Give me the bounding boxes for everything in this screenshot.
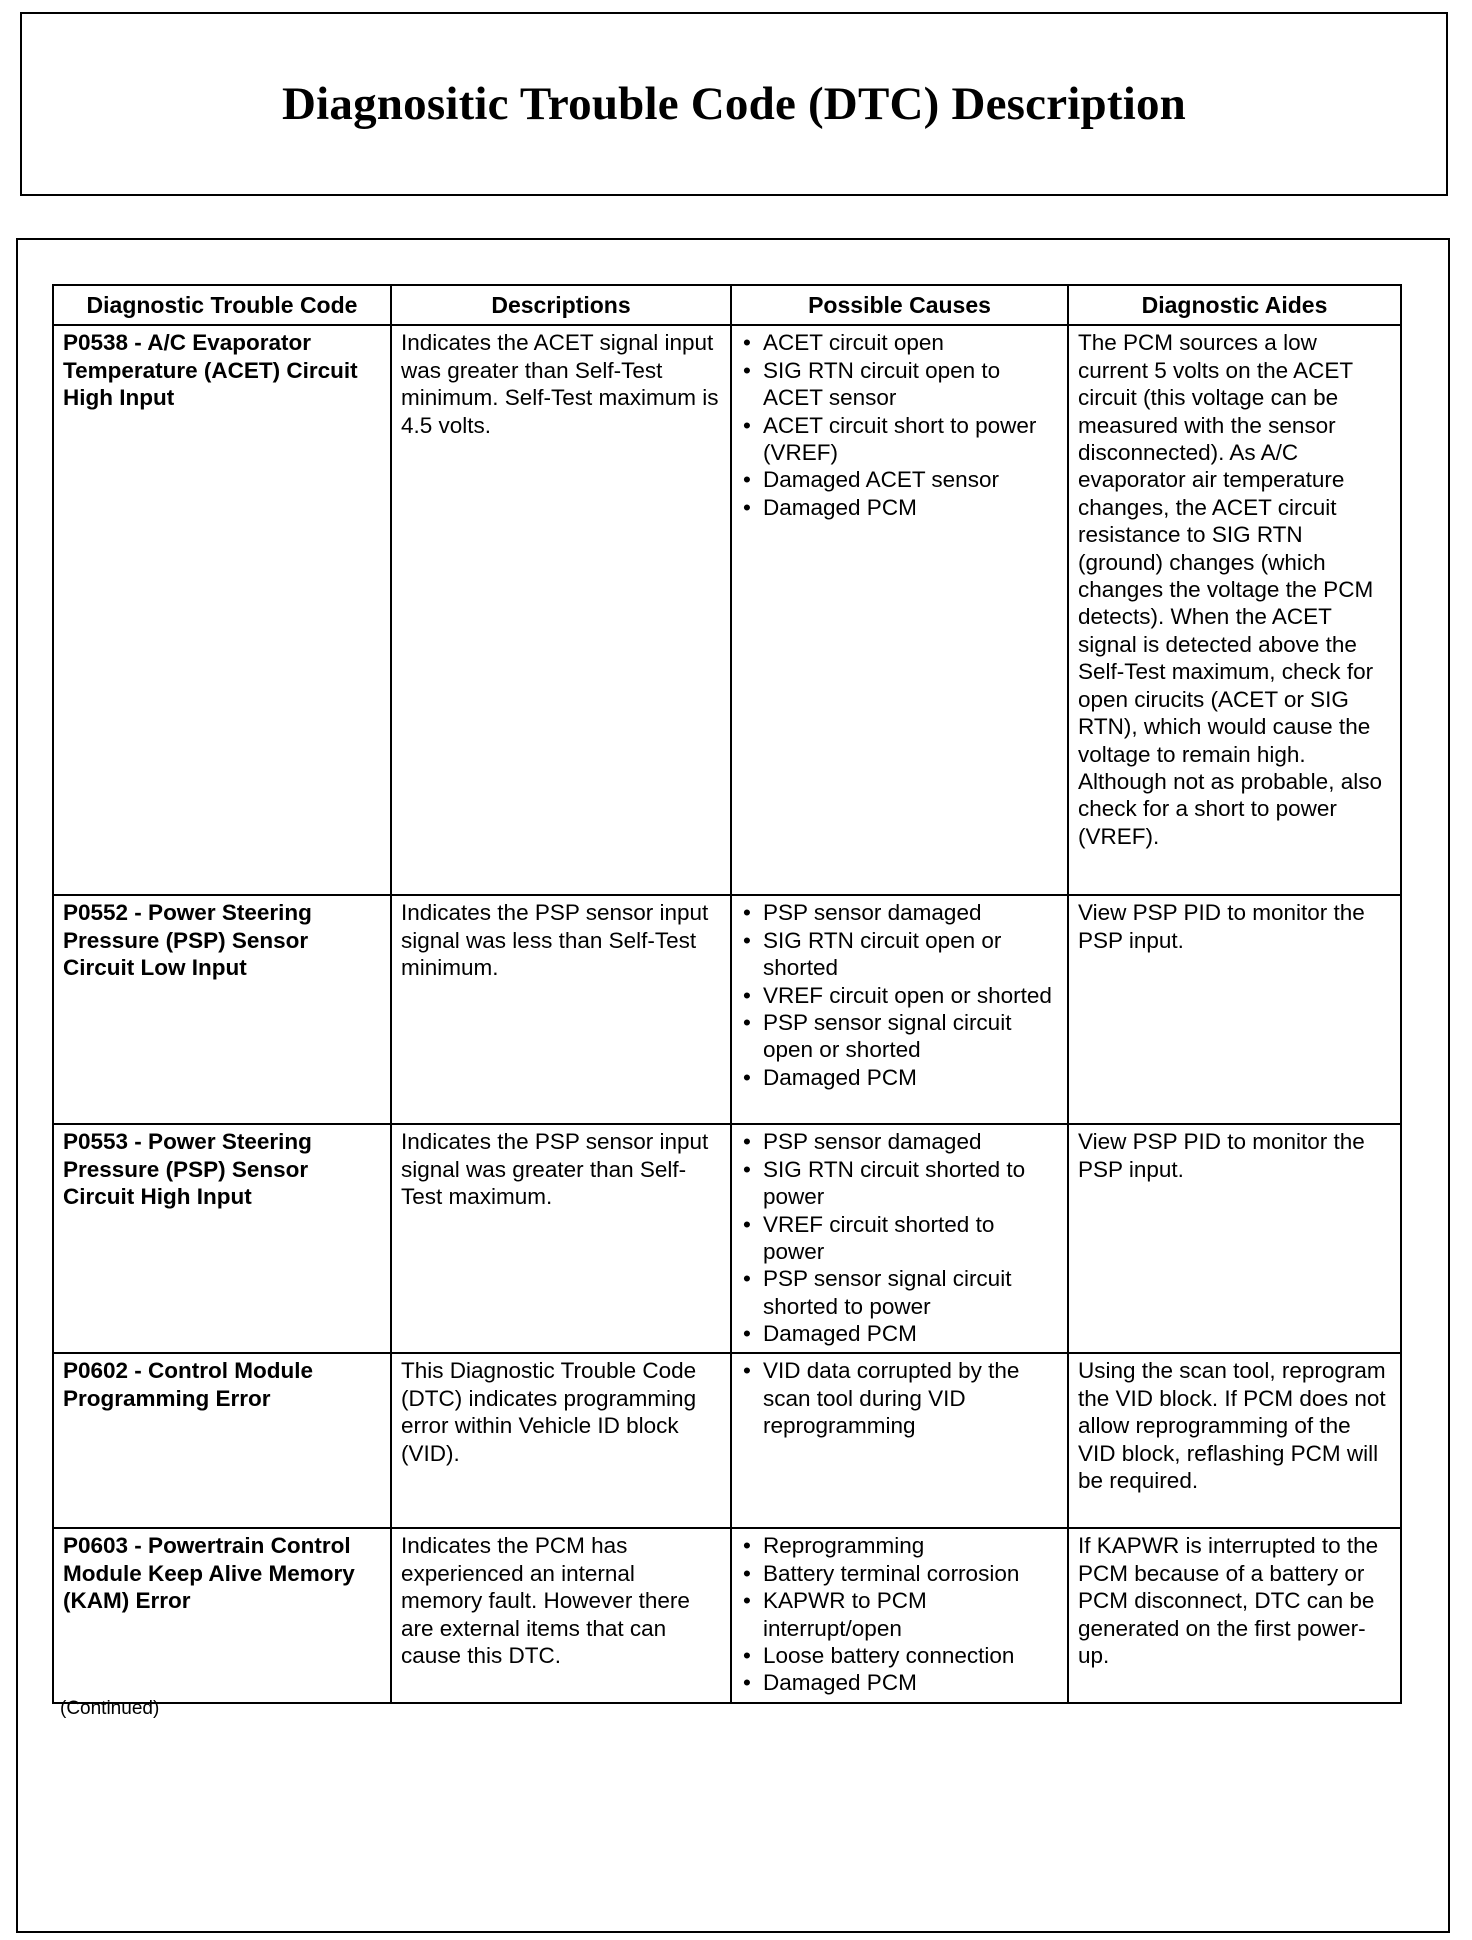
cause-item: • Battery terminal corrosion (741, 1560, 1059, 1587)
header-diagnostic-aides: Diagnostic Aides (1068, 285, 1401, 325)
cause-item: • VREF circuit shorted to power (741, 1211, 1059, 1266)
dtc-code: P0602 - Control Module Programming Error (53, 1353, 391, 1528)
content-box (16, 238, 1450, 1933)
cause-item: • Loose battery connection (741, 1642, 1059, 1669)
dtc-code: P0552 - Power Steering Pressure (PSP) Sensor Circuit Low Input (53, 895, 391, 1124)
cause-list (741, 899, 1059, 1091)
dtc-description: Indicates the ACET signal input was greater than Self-Test minimum. Self-Test maximum is 4.5 volts. (391, 325, 731, 895)
cause-item: • Damaged PCM (741, 494, 1059, 521)
continued-note: (Continued) (60, 1698, 160, 1719)
dtc-causes (731, 1353, 1068, 1528)
cause-item: • VREF circuit open or shorted (741, 982, 1059, 1009)
cause-item: • PSP sensor damaged (741, 899, 1059, 926)
cause-item: • PSP sensor damaged (741, 1128, 1059, 1155)
dtc-causes (731, 1528, 1068, 1703)
cause-item: • ACET circuit open (741, 329, 1059, 356)
dtc-description: This Diagnostic Trouble Code (DTC) indicates programming error within Vehicle ID block (VID). (391, 1353, 731, 1528)
dtc-aides: View PSP PID to monitor the PSP input. (1068, 895, 1401, 1124)
page-title: Diagnositic Trouble Code (DTC) Description (281, 78, 1187, 130)
header-descriptions: Descriptions (391, 285, 731, 325)
cause-list (741, 329, 1059, 521)
cause-item: • Reprogramming (741, 1532, 1059, 1559)
table-row (53, 1528, 1401, 1703)
cause-item: • VID data corrupted by the scan tool during VID reprogramming (741, 1357, 1059, 1439)
cause-item: • Damaged PCM (741, 1064, 1059, 1091)
cause-item: • PSP sensor signal circuit shorted to power (741, 1265, 1059, 1320)
dtc-aides: View PSP PID to monitor the PSP input. (1068, 1124, 1401, 1353)
dtc-code: P0538 - A/C Evaporator Temperature (ACET) Circuit High Input (53, 325, 391, 895)
cause-item: • KAPWR to PCM interrupt/open (741, 1587, 1059, 1642)
cause-item: • Damaged PCM (741, 1669, 1059, 1696)
cause-list (741, 1128, 1059, 1347)
cause-list (741, 1357, 1059, 1439)
table-header-row (53, 285, 1401, 325)
dtc-aides: The PCM sources a low current 5 volts on the ACET circuit (this voltage can be measured with the sensor disconnected). As A/C evaporator air temperature changes, the ACET circuit resistance to SIG RTN (ground) changes (which changes the voltage the PCM detects). When the ACET signal is detected above the Self-Test maximum, check for open cirucits (ACET or SIG RTN), which would cause the voltage to remain high. Although not as probable, also check for a short to power (VREF). (1068, 325, 1401, 895)
dtc-aides: If KAPWR is interrupted to the PCM because of a battery or PCM disconnect, DTC can be generated on the first power-up. (1068, 1528, 1401, 1703)
cause-item: • PSP sensor signal circuit open or shorted (741, 1009, 1059, 1064)
cause-item: • Damaged PCM (741, 1320, 1059, 1347)
dtc-description: Indicates the PSP sensor input signal was greater than Self-Test maximum. (391, 1124, 731, 1353)
table-row (53, 325, 1401, 895)
cause-item: • SIG RTN circuit open or shorted (741, 927, 1059, 982)
cause-item: • SIG RTN circuit shorted to power (741, 1156, 1059, 1211)
title-box (20, 12, 1448, 196)
table-row (53, 1124, 1401, 1353)
dtc-description: Indicates the PCM has experienced an internal memory fault. However there are external items that can cause this DTC. (391, 1528, 731, 1703)
cause-item: • SIG RTN circuit open to ACET sensor (741, 357, 1059, 412)
dtc-table (52, 284, 1402, 1704)
dtc-causes (731, 325, 1068, 895)
table-row (53, 1353, 1401, 1528)
dtc-code: P0603 - Powertrain Control Module Keep Alive Memory (KAM) Error (53, 1528, 391, 1703)
dtc-causes (731, 895, 1068, 1124)
dtc-code: P0553 - Power Steering Pressure (PSP) Sensor Circuit High Input (53, 1124, 391, 1353)
cause-item: • Damaged ACET sensor (741, 466, 1059, 493)
cause-list (741, 1532, 1059, 1696)
table-row (53, 895, 1401, 1124)
dtc-causes (731, 1124, 1068, 1353)
header-code: Diagnostic Trouble Code (53, 285, 391, 325)
dtc-aides: Using the scan tool, reprogram the VID block. If PCM does not allow reprogramming of the VID block, reflashing PCM will be required. (1068, 1353, 1401, 1528)
dtc-description: Indicates the PSP sensor input signal was less than Self-Test minimum. (391, 895, 731, 1124)
cause-item: • ACET circuit short to power (VREF) (741, 412, 1059, 467)
header-possible-causes: Possible Causes (731, 285, 1068, 325)
